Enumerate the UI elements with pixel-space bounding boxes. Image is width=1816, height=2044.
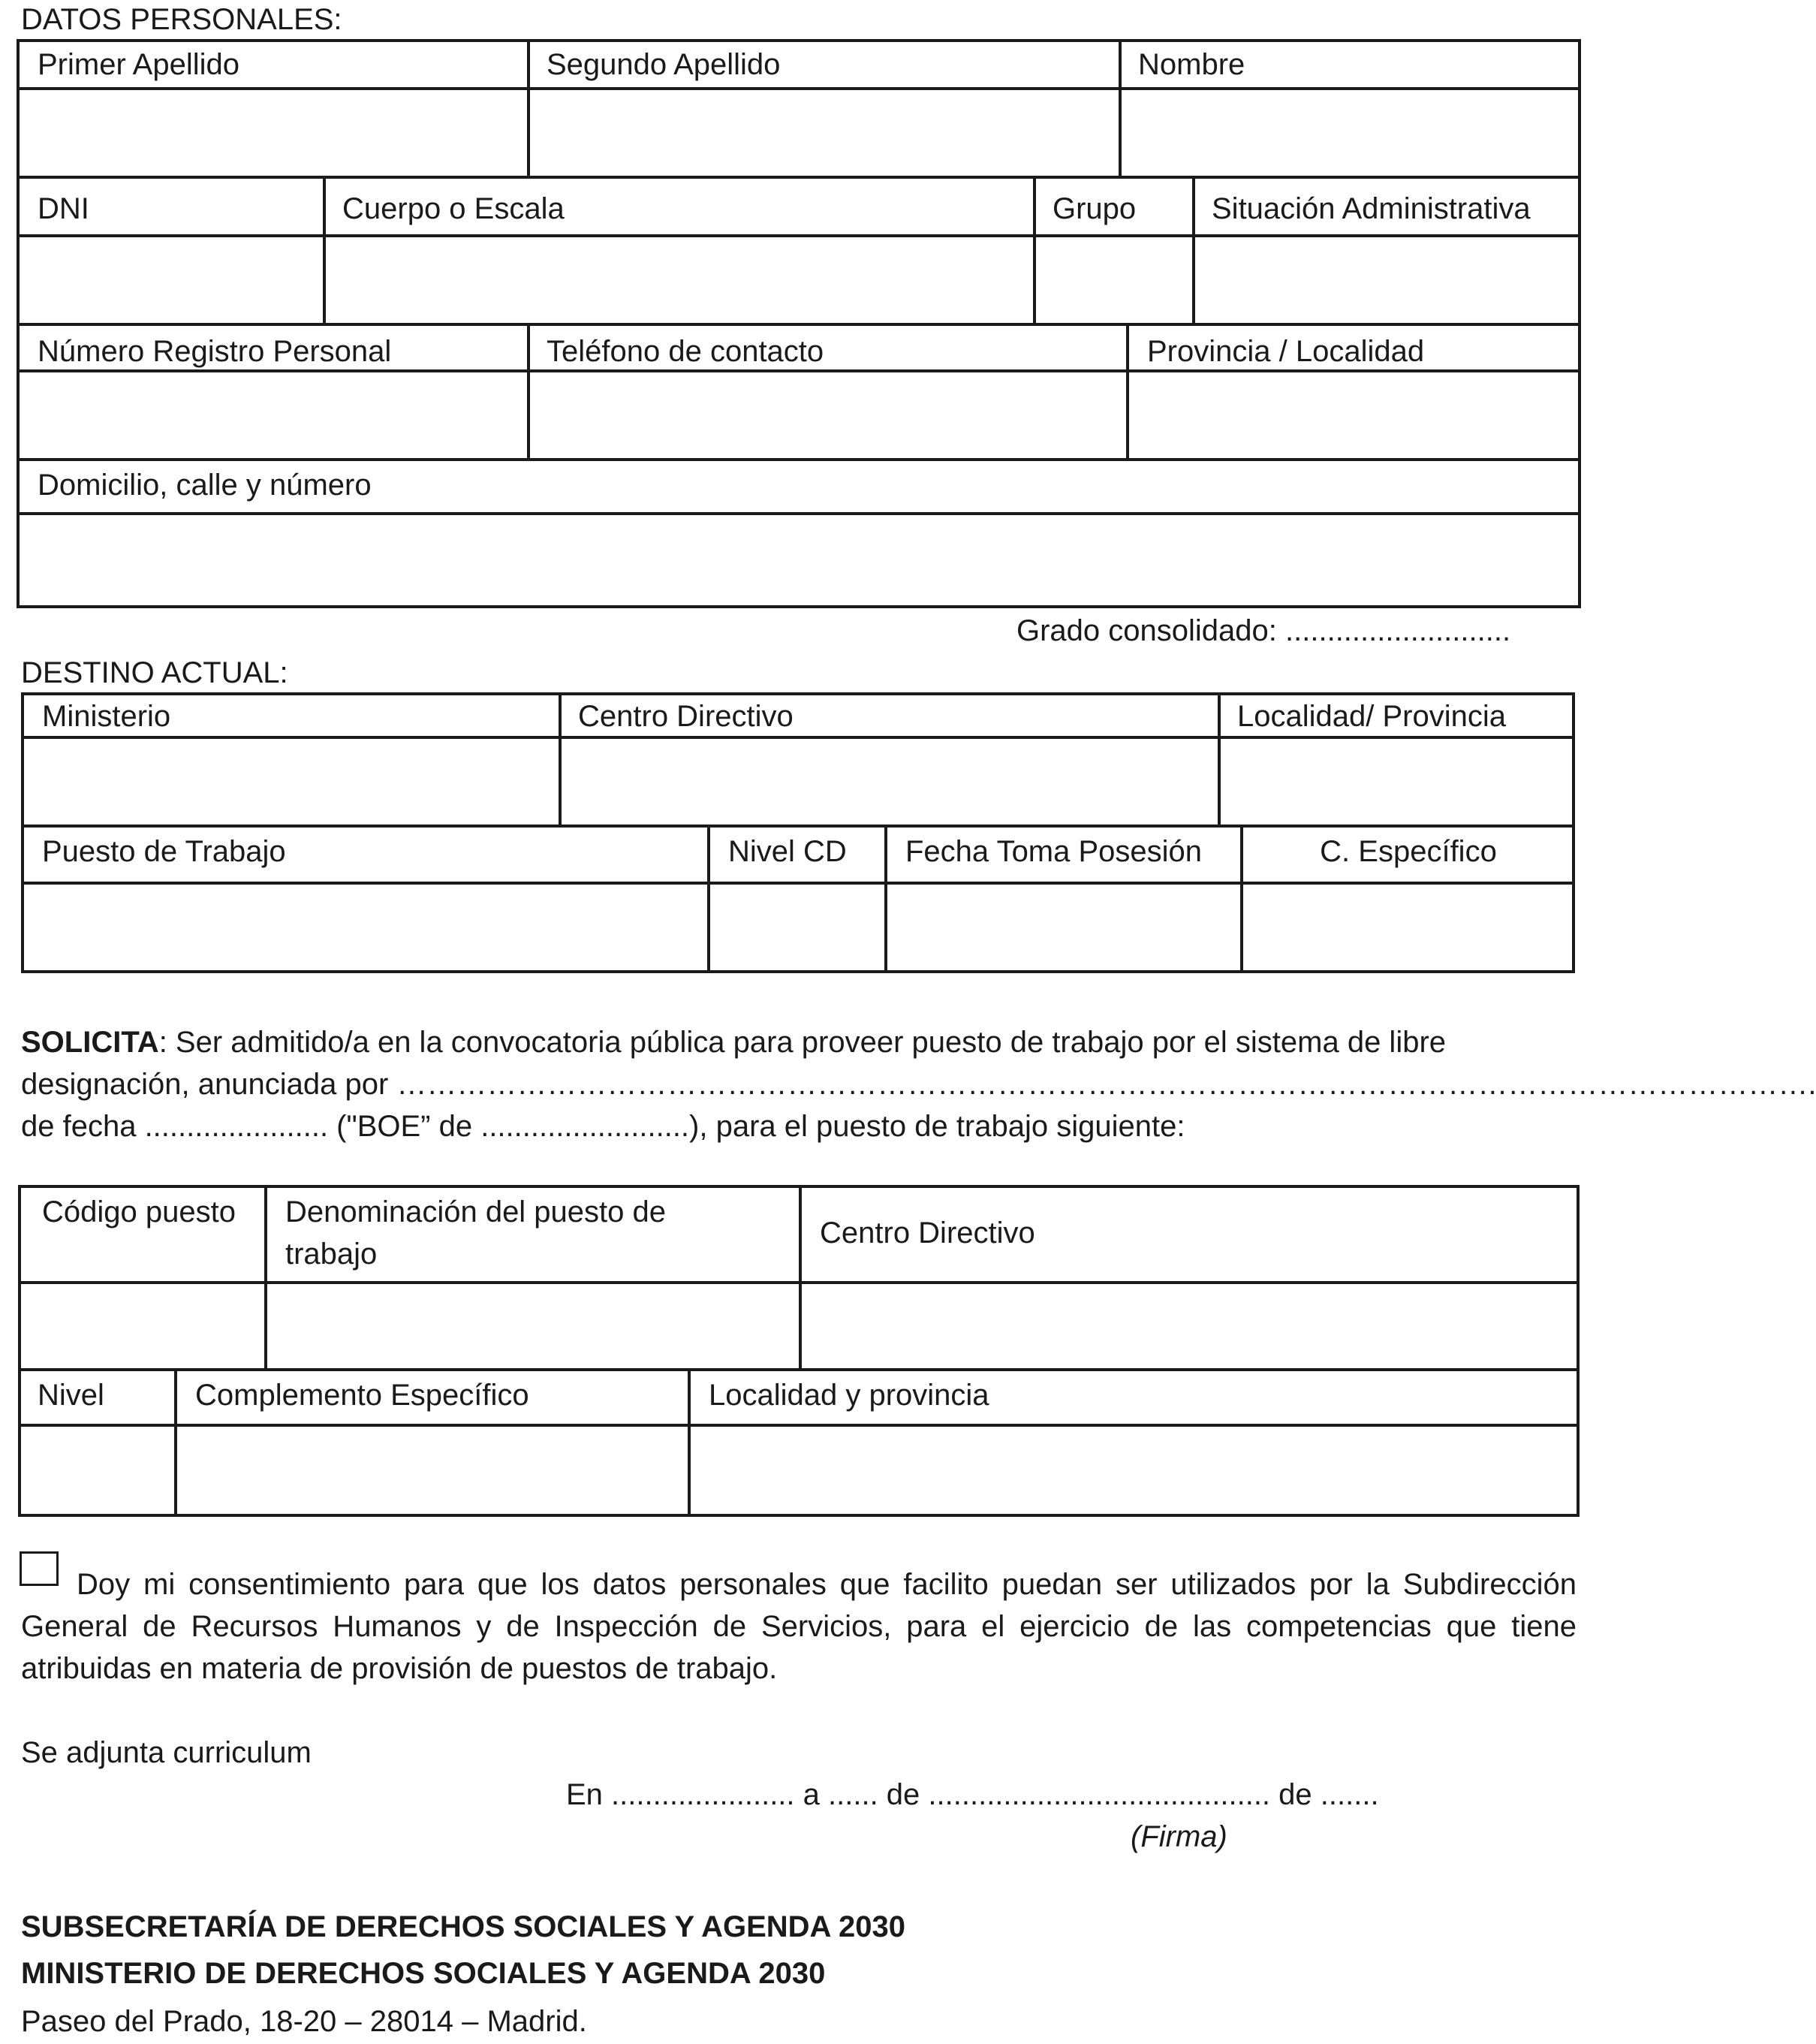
label-primer-apellido: Primer Apellido [38, 48, 240, 81]
solicita-line-1 [21, 1027, 1446, 1057]
consent-line-2: General de Recursos Humanos y de Inspección de Servicios, para el ejercicio de las competencias que tiene [21, 1610, 1577, 1643]
label-centro-directivo: Centro Directivo [578, 700, 794, 733]
field-nombre[interactable] [1122, 90, 1578, 176]
section-heading-datos-personales: DATOS PERSONALES: [21, 3, 342, 36]
label-numero-registro-personal: Número Registro Personal [38, 335, 392, 368]
field-dni[interactable] [20, 237, 323, 323]
label-ministerio: Ministerio [42, 700, 171, 733]
field-numero-registro-personal[interactable] [20, 372, 527, 458]
field-codigo-puesto[interactable] [21, 1284, 264, 1368]
field-segundo-apellido[interactable] [530, 90, 1119, 176]
label-segundo-apellido: Segundo Apellido [547, 48, 781, 81]
label-fecha-toma-posesion: Fecha Toma Posesión [905, 835, 1203, 868]
label-domicilio: Domicilio, calle y número [38, 469, 372, 502]
solicita-line-3: de fecha ...................... ("BOE” de .........................), para el puesto de trabajo siguiente: [21, 1110, 1185, 1143]
field-localidad-y-provincia[interactable] [691, 1427, 1577, 1514]
field-ministerio[interactable] [24, 739, 559, 825]
label-nivel: Nivel [38, 1379, 104, 1412]
addressee-direccion: Paseo del Prado, 18-20 – 28014 – Madrid. [21, 2005, 587, 2038]
field-localidad-provincia[interactable] [1221, 739, 1572, 825]
label-denominacion-2: trabajo [285, 1238, 378, 1271]
label-centro-directivo-solicitado: Centro Directivo [820, 1216, 1035, 1250]
addressee-ministerio: MINISTERIO DE DERECHOS SOCIALES Y AGENDA 2030 [21, 1957, 826, 1990]
curriculum-note: Se adjunta curriculum [21, 1736, 312, 1769]
field-c-especifico[interactable] [1243, 885, 1572, 970]
signature-label: (Firma) [1131, 1820, 1227, 1853]
label-denominacion-1: Denominación del puesto de [285, 1195, 667, 1229]
field-centro-directivo-solicitado[interactable] [802, 1284, 1577, 1368]
label-localidad-provincia: Localidad/ Provincia [1237, 700, 1506, 733]
field-domicilio[interactable] [20, 515, 1578, 605]
label-situacion-administrativa: Situación Administrativa [1212, 192, 1531, 225]
solicita-label: SOLICITA [21, 1026, 159, 1059]
table-rule [17, 458, 1581, 461]
field-fecha-toma-posesion[interactable] [887, 885, 1240, 970]
field-centro-directivo[interactable] [562, 739, 1218, 825]
field-nivel[interactable] [21, 1427, 174, 1514]
label-cuerpo-escala: Cuerpo o Escala [342, 192, 565, 225]
label-puesto-trabajo: Puesto de Trabajo [42, 835, 286, 868]
label-grupo: Grupo [1053, 192, 1137, 225]
label-complemento-especifico: Complemento Específico [195, 1379, 529, 1412]
label-c-especifico: C. Específico [1320, 835, 1497, 868]
field-provincia-localidad[interactable] [1129, 372, 1578, 458]
solicita-text-1: : Ser admitido/a en la convocatoria pública para proveer puesto de trabajo por el sistema de libre [158, 1026, 1447, 1059]
field-puesto-trabajo[interactable] [24, 885, 707, 970]
field-telefono-contacto[interactable] [530, 372, 1126, 458]
field-grupo[interactable] [1036, 237, 1192, 323]
section-heading-destino-actual: DESTINO ACTUAL: [21, 656, 288, 689]
field-cuerpo-escala[interactable] [326, 237, 1033, 323]
date-place-line[interactable]: En ...................... a ...... de ......................................... de ....... [566, 1778, 1379, 1811]
consent-line-3: atribuidas en materia de provisión de puestos de trabajo. [21, 1652, 778, 1685]
field-complemento-especifico[interactable] [177, 1427, 688, 1514]
field-nivel-cd[interactable] [710, 885, 884, 970]
label-codigo-puesto: Código puesto [42, 1195, 236, 1229]
consent-line-1: Doy mi consentimiento para que los datos personales que facilito puedan ser utilizados por la Subdirección [77, 1568, 1577, 1601]
table-rule [17, 176, 1581, 179]
label-provincia-localidad: Provincia / Localidad [1147, 335, 1425, 368]
label-nivel-cd: Nivel CD [728, 835, 847, 868]
solicita-line-2: designación, anunciada por ……………………………………………………………………………………………………………………………. [21, 1068, 1816, 1101]
field-situacion-administrativa[interactable] [1195, 237, 1578, 323]
field-denominacion[interactable] [267, 1284, 799, 1368]
table-rule [21, 825, 1575, 828]
label-nombre: Nombre [1138, 48, 1245, 81]
label-telefono-contacto: Teléfono de contacto [547, 335, 824, 368]
addressee-subsecretaria: SUBSECRETARÍA DE DERECHOS SOCIALES Y AGENDA 2030 [21, 1910, 906, 1943]
field-primer-apellido[interactable] [20, 90, 527, 176]
label-dni: DNI [38, 192, 89, 225]
label-localidad-y-provincia: Localidad y provincia [709, 1379, 989, 1412]
table-rule [17, 323, 1581, 326]
grado-consolidado-field[interactable]: Grado consolidado: ........................... [1016, 614, 1511, 647]
